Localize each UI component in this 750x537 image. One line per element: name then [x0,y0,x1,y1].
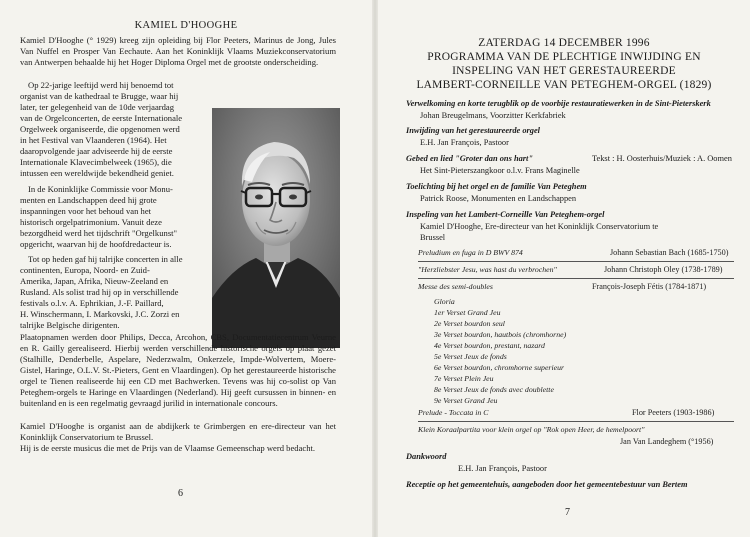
program-item-heading: Dankwoord [406,452,447,461]
messe-part: Gloria [434,297,455,306]
program-item-person: Brussel [420,233,446,242]
bio-p2-line: in het Festival van Vlaanderen (1964). Het [20,135,167,145]
bio-p3-line: menten en Landschappen deed hij grote [20,195,157,205]
page-number: 6 [178,488,183,499]
program-title-line: INSPELING VAN HET GERESTAUREERDE [452,65,676,77]
left-page [0,0,372,537]
work-title: Messe des semi-doubles [418,282,493,291]
bio-paragraph-6: Kamiel D'Hooghe is organist aan de abdijkerk te Grimbergen en ere-directeur van het Koninklijk Conservatorium te Brussel. [20,421,336,442]
messe-part: 4e Verset bourdon, prestant, nazard [434,341,545,350]
bio-p4-line: festivals o.l.v. A. Ephrikian, J.-F. Paillard, [20,298,164,308]
reception-note: Receptie op het gemeentehuis, aangeboden door het gemeentebestuur van Bertem [406,480,688,489]
work-composer: Johann Christoph Oley (1738-1789) [604,265,723,274]
work-divider [418,261,734,262]
messe-part: 3e Verset bourdon, hautbois (chromhorne) [434,330,567,339]
program-title-line: ZATERDAG 14 DECEMBER 1996 [478,37,650,49]
bio-p3-line: bezorgdheid werd het tijdschrift "Orgelkunst" [20,228,178,238]
messe-part: 6e Verset bourdon, chromhorne superieur [434,363,565,372]
program-item-person: E.H. Jan François, Pastoor [420,138,509,147]
bio-p2-line: van de Orgelconcerten, de eerste Internationale [20,113,183,123]
bio-p4-line: H. Winschermann, I. Markovski, J.C. Zorzi en [20,309,180,319]
program-title-line: LAMBERT-CORNEILLE VAN PETEGHEM-ORGEL (1829) [416,79,712,91]
right-page [378,0,750,537]
messe-part: 8e Verset Jeux de fonds avec doublette [434,385,554,394]
bio-p4-line: Rusland. Als solist trad hij op in verschillende [20,287,179,297]
messe-part: 5e Verset Jeux de fonds [434,352,507,361]
bio-p3-line: inspanningen voor het behoud van het [20,206,152,216]
bio-p2-line: organist van de kathedraal te Brugge, waar hij [20,91,179,101]
bio-p2-line: Op 22-jarige leeftijd werd hij benoemd tot [28,80,174,90]
bio-p4-line: talrijke Belgische dirigenten. [20,320,120,330]
program-item-person: Johan Breugelmans, Voorzitter Kerkfabriek [420,111,566,120]
bio-p4-line: Amerika, Japan, Afrika, Nieuw-Zeeland en [20,276,169,286]
work-divider [418,278,734,279]
messe-part: 9e Verset Grand Jeu [434,396,498,405]
bio-p3-line: historisch orgelpatrimonium. Vanuit deze [20,217,162,227]
program-item-heading: Gebed en lied "Groter dan ons hart" [406,154,534,163]
bio-p3-line: opgericht, waarvan hij de hoofdredacteur is. [20,239,172,249]
messe-part: 2e Verset bourdon seul [434,319,505,328]
bio-paragraph-1: Kamiel D'Hooghe (° 1929) kreeg zijn opleiding bij Flor Peeters, Marinus de Jong, Jules Van Nuffel en Prosper Van Eechaute. Aan het Koninklijk Vlaams Muziekconservatorium van Antwerpen behaalde hij het Hoger Diploma Orgel met de grootste onderscheiding. [20,35,336,67]
messe-part: 7e Verset Plein Jeu [434,374,494,383]
bio-p3-line: In de Koninklijke Commissie voor Monu- [28,184,173,194]
program-item-heading: Inwijding van het gerestaureerde orgel [406,126,541,135]
bio-paragraph-7: Hij is de eerste musicus die met de Prijs van de Vlaamse Gemeenschap werd bedacht. [20,443,316,453]
bio-p2-line: daaropvolgende jaar adviseerde hij de eerste [20,146,173,156]
program-item-person: Patrick Roose, Monumenten en Landschappen [420,194,577,203]
program-title-line: PROGRAMMA VAN DE PLECHTIGE INWIJDING EN [427,51,701,63]
work-composer: Flor Peeters (1903-1986) [632,408,715,417]
program-item-heading: Toelichting bij het orgel en de familie Van Peteghem [406,182,587,191]
bio-p2-line: Orgelweek organiseerde, die opgenomen werd [20,124,180,134]
program-item-person: E.H. Jan François, Pastoor [458,464,547,473]
work-title: Klein Koraalpartita voor klein orgel op "Rok open Heer, de hemelpoort" [418,425,645,434]
work-title: Preludium en fuga in D BWV 874 [418,248,523,257]
work-composer: Johann Sebastian Bach (1685-1750) [610,248,729,257]
bio-p2-line: Internationale Klavecimbelweek (1965), die [20,157,172,167]
page-number: 7 [565,507,570,518]
portrait-illustration [212,108,340,348]
bio-p2-line: later, ter gelegenheid van de 10de verjaardag [20,102,175,112]
program-item-person: Het Sint-Pieterszangkoor o.l.v. Frans Maginelle [420,166,580,175]
work-composer: François-Joseph Fétis (1784-1871) [592,282,707,291]
program-item-heading: Verwelkoming en korte terugblik op de voorbije restauratiewerken in de Sint-Pieterskerk [406,99,711,108]
program-item-heading: Inspeling van het Lambert-Corneille Van Peteghem-orgel [406,210,605,219]
work-title: Prelude - Toccata in C [418,408,489,417]
bio-paragraph-5: Plaatopnamen werden door Philips, Decca, Arcohon, CBS, Documentatiecentrum Veurne en R. Gailly gerealiseerd. Hierbij werden verschillende historische orgels op plaat gezet (Stalhille, Denderbelle, Aspelare, Nederzwalm, Onkerzele, Impde-Wolvertem, Moere-Gistel, Haringe, O.L.V. St.-Pieters, Gent en Vlaardingen). Op het gerestaureerde historische orgel te Tienen realiseerde hij een CD met Bachwerken. Tevens was hij co-solist op Van Peteghem-orgels te Haringe en Vlaardingen (Nederland). Hij geeft cursussen in binnen- en buitenland en is een regelmatig gevraagd jurilid in internationale concours. [20,332,336,408]
bio-p4-line: continenten, Europa, Noord- en Zuid- [20,265,150,275]
portrait-photo [212,108,340,348]
messe-part: 1er Verset Grand Jeu [434,308,501,317]
work-composer: Jan Van Landeghem (°1956) [620,437,714,446]
program-item-credit: Tekst : H. Oosterhuis/Muziek : A. Oomen [592,154,732,163]
program-item-person: Kamiel D'Hooghe, Ere-directeur van het Koninklijk Conservatorium te [420,222,659,231]
work-divider [418,421,734,422]
bio-p2-line: intussen een wereldwijde bekendheid geniet. [20,168,174,178]
bio-p4-line: Tot op heden gaf hij talrijke concerten in alle [28,254,183,264]
biography-heading: KAMIEL D'HOOGHE [134,20,238,31]
work-title: "Herzliebster Jesu, was hast du verbrochen" [418,265,557,274]
